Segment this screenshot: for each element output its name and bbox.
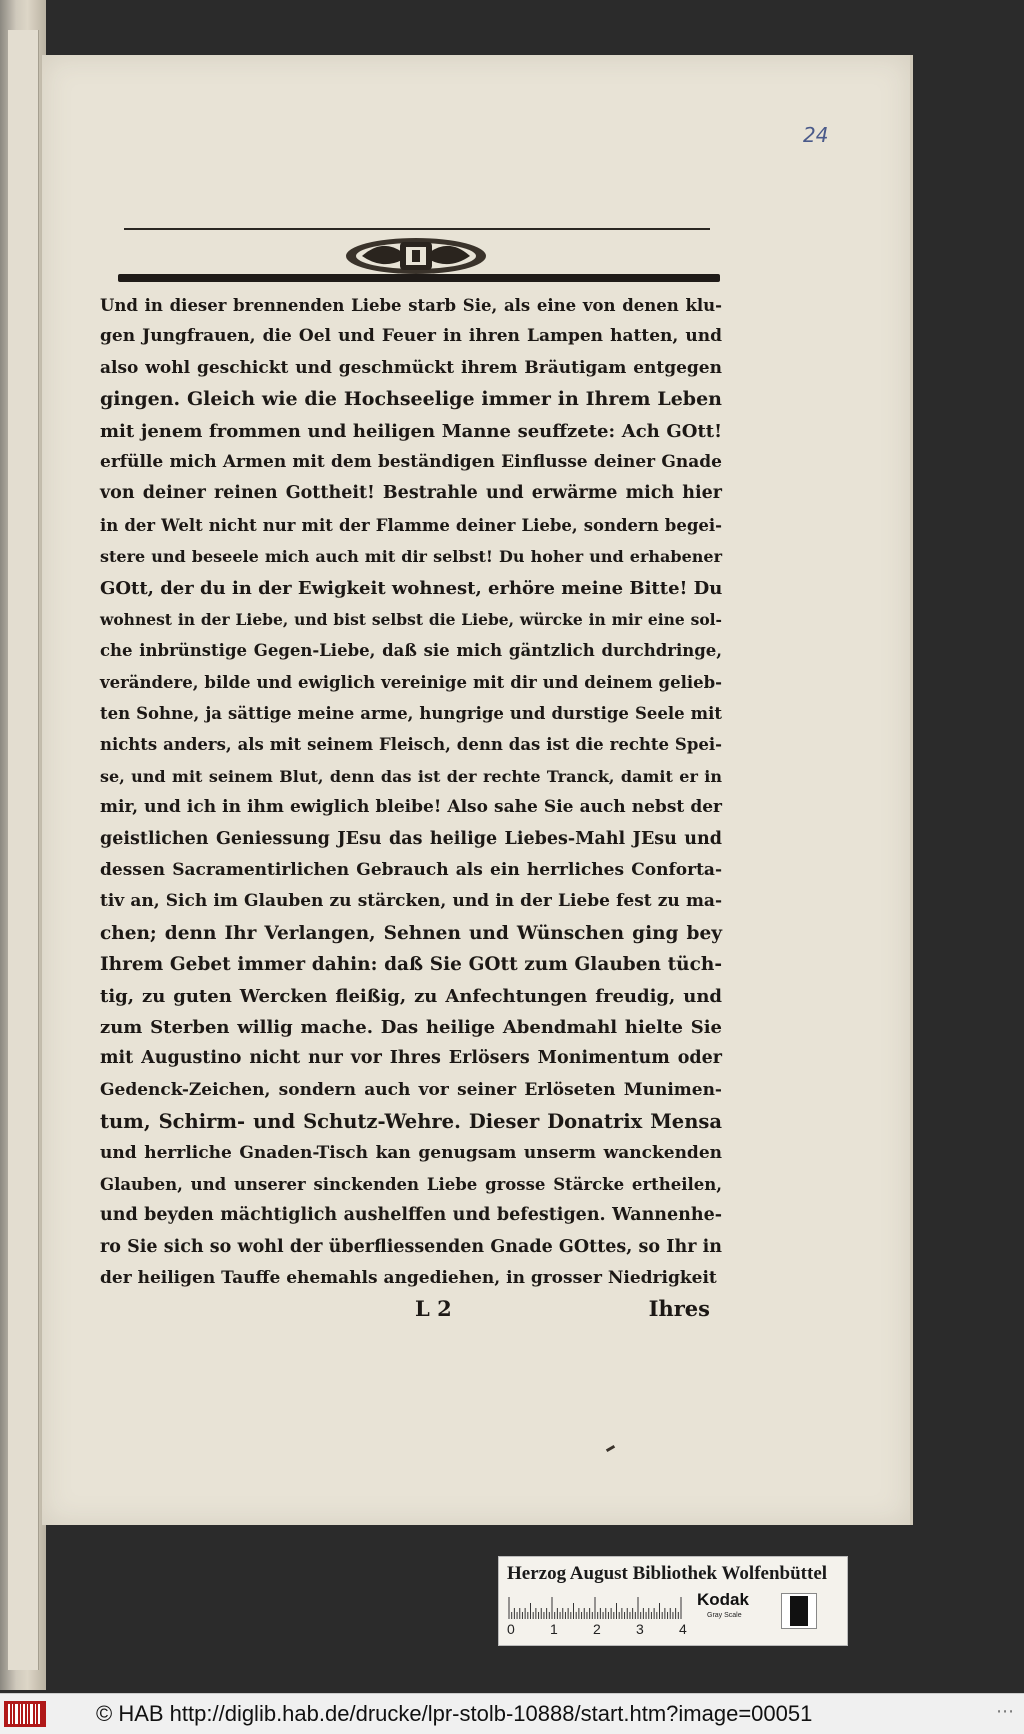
header-rule-bottom xyxy=(118,274,720,282)
text-line: also wohl geschickt und geschmückt ihrem Bräutigam entgegen xyxy=(100,357,722,378)
text-line: GOtt, der du in der Ewigkeit wohnest, erhöre meine Bitte! Du xyxy=(100,577,723,599)
text-line: verändere, bilde und ewiglich vereinige mit dir und deinem gelieb- xyxy=(100,672,722,692)
text-line: ro Sie sich so wohl der überfliessenden Gnade GOttes, so Ihr in xyxy=(100,1236,722,1257)
gray-scale-label: Gray Scale xyxy=(707,1612,742,1619)
text-line: nichts anders, als mit seinem Fleisch, denn das ist die rechte Spei- xyxy=(100,735,722,755)
color-target-card xyxy=(498,1556,848,1646)
status-bar xyxy=(0,1693,1024,1734)
gray-patch xyxy=(781,1593,817,1629)
more-options-icon[interactable]: ⋯ xyxy=(996,1701,1014,1722)
text-line: und beyden mächtiglich aushelffen und befestigen. Wannenhe- xyxy=(100,1205,722,1226)
text-line: chen; denn Ihr Verlangen, Sehnen und Wünschen ging bey xyxy=(100,922,722,944)
text-line: Glauben, und unserer sinckenden Liebe grosse Stärcke ertheilen, xyxy=(100,1174,722,1194)
text-line: tig, zu guten Wercken fleißig, zu Anfechtungen freudig, und xyxy=(100,985,722,1007)
text-line: mit Augustino nicht nur vor Ihres Erlösers Monimentum oder xyxy=(100,1048,722,1069)
text-line: wohnest in der Liebe, und bist selbst die Liebe, würcke in mir eine sol- xyxy=(100,609,722,629)
library-name: Herzog August Bibliothek Wolfenbüttel xyxy=(507,1563,828,1584)
text-line: che inbrünstige Gegen-Liebe, daß sie mich gäntzlich durchdringe, xyxy=(100,641,722,661)
ruler-number: 1 xyxy=(550,1621,558,1637)
barcode-icon xyxy=(4,1701,46,1727)
text-line: tum, Schirm- und Schutz-Wehre. Dieser Donatrix Mensa xyxy=(100,1110,722,1134)
signature-mark: L 2 xyxy=(415,1296,452,1321)
ruler-number: 2 xyxy=(593,1621,601,1637)
ruler-scale xyxy=(507,1593,683,1621)
ruler-number: 4 xyxy=(679,1621,687,1637)
text-line: zum Sterben willig mache. Das heilige Abendmahl hielte Sie xyxy=(100,1016,722,1038)
text-line: dessen Sacramentirlichen Gebrauch als ein herrliches Conforta- xyxy=(100,860,722,881)
ruler-number: 0 xyxy=(507,1621,515,1637)
ruler-numbers xyxy=(507,1621,687,1639)
body-text xyxy=(100,290,722,1295)
page-footer xyxy=(100,1296,710,1328)
text-line: se, und mit seinem Blut, denn das ist der rechte Tranck, damit er in xyxy=(100,766,722,786)
catchword: Ihres xyxy=(648,1296,710,1321)
text-line: und herrliche Gnaden-Tisch kan genugsam unserm wanckenden xyxy=(100,1142,722,1163)
folio-number: 24 xyxy=(803,123,829,147)
ruler-number: 3 xyxy=(636,1621,644,1637)
text-line: gingen. Gleich wie die Hochseelige immer in Ihrem Leben xyxy=(100,388,722,411)
text-line: Und in dieser brennenden Liebe starb Sie, als eine von denen klu- xyxy=(100,296,722,315)
text-line: stere und beseele mich auch mit dir selbst! Du hoher und erhabener xyxy=(100,547,722,567)
text-line: Gedenck-Zeichen, sondern auch vor seiner Erlöseten Munimen- xyxy=(100,1079,722,1100)
ornament-icon xyxy=(342,230,490,280)
text-line: Ihrem Gebet immer dahin: daß Sie GOtt zum Glauben tüch- xyxy=(100,954,722,976)
text-line: ten Sohne, ja sättige meine arme, hungrige und durstige Seele mit xyxy=(100,704,722,724)
text-line: mir, und ich in ihm ewiglich bleibe! Also sahe Sie auch nebst der xyxy=(100,797,722,818)
book-edge xyxy=(0,0,46,1690)
source-url[interactable]: © HAB http://diglib.hab.de/drucke/lpr-stolb-10888/start.htm?image=00051 xyxy=(96,1701,813,1726)
text-line: von deiner reinen Gottheit! Bestrahle und erwärme mich hier xyxy=(100,483,722,504)
text-line: tiv an, Sich im Glauben zu stärcken, und in der Liebe fest zu ma- xyxy=(100,891,722,912)
kodak-logo: Kodak xyxy=(697,1590,749,1609)
text-line: erfülle mich Armen mit dem beständigen Einflusse deiner Gnade xyxy=(100,451,722,472)
text-line: in der Welt nicht nur mit der Flamme deiner Liebe, sondern begei- xyxy=(100,515,722,535)
text-line: geistlichen Geniessung JEsu das heilige Liebes-Mahl JEsu und xyxy=(100,828,722,849)
text-line: mit jenem frommen und heiligen Manne seuffzete: Ach GOtt! xyxy=(100,420,722,442)
text-line: gen Jungfrauen, die Oel und Feuer in ihren Lampen hatten, und xyxy=(100,326,722,347)
text-line: der heiligen Tauffe ehemahls angediehen, in grosser Niedrigkeit xyxy=(100,1268,717,1289)
